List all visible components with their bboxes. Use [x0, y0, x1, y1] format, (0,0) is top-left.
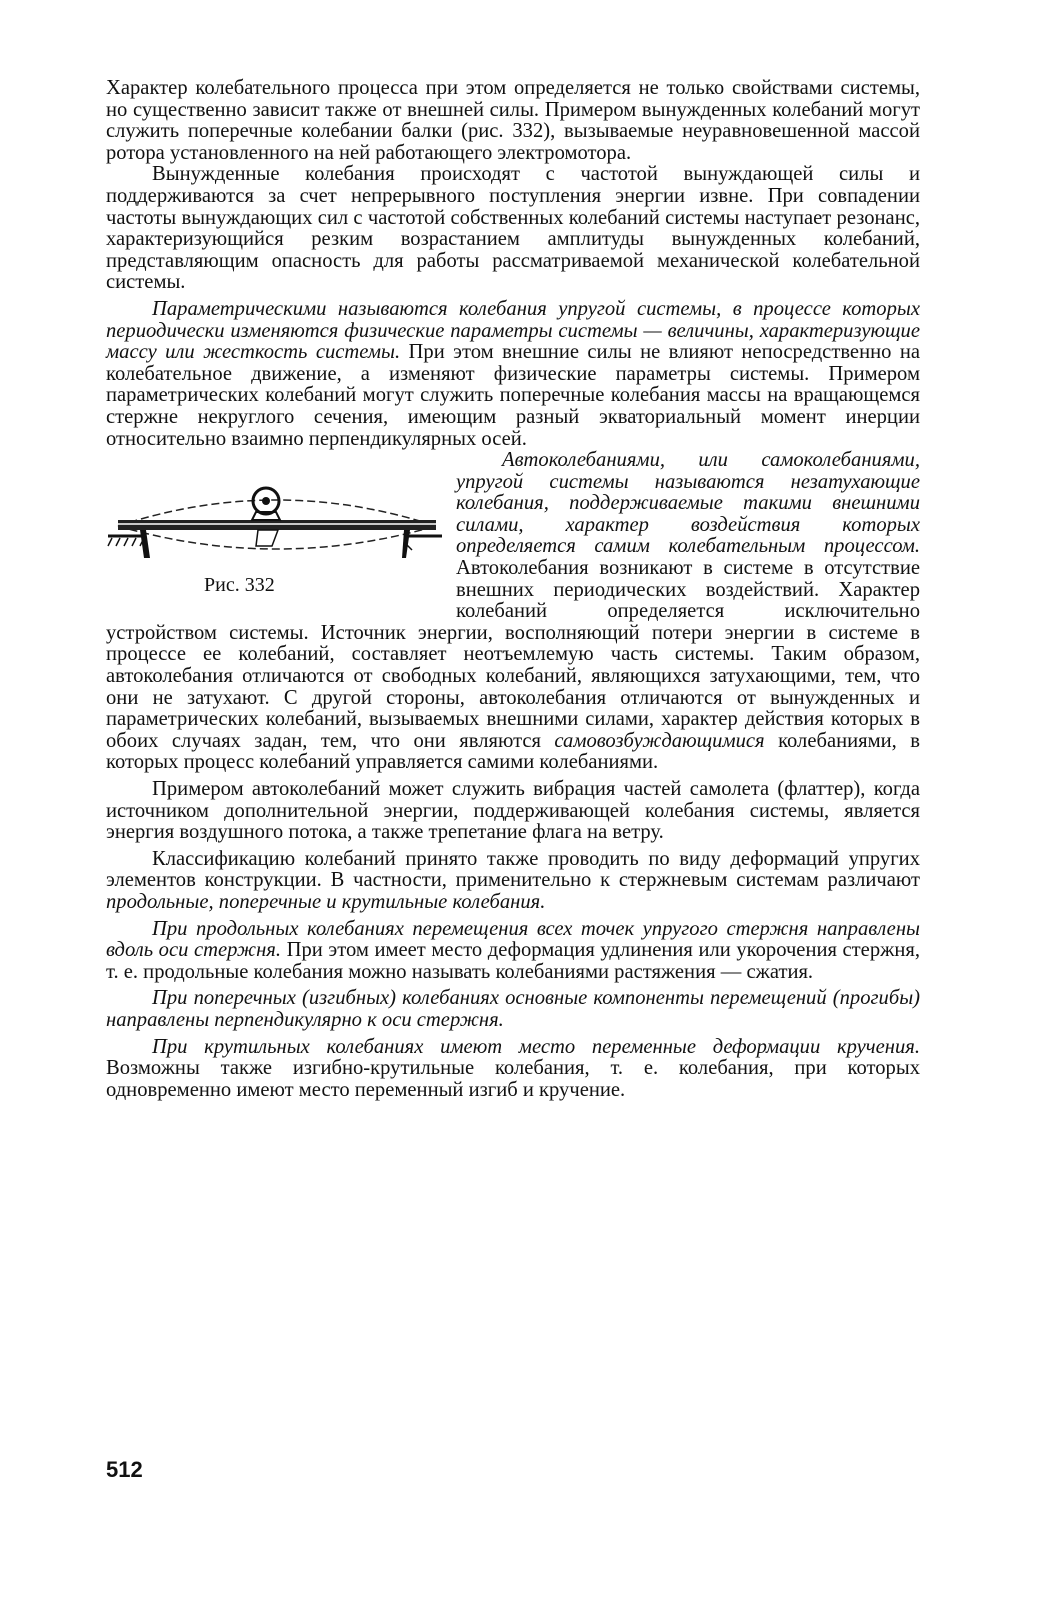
- beam-motor-illustration: [106, 454, 446, 604]
- paragraph-forced-oscillations: Вынужденные колебания происходят с частотой вынуждающей силы и поддерживаются за счет непрерывного поступления энергии извне. При совпадении частоты вынуждающих сил с частотой собственных колебаний системы наступает резонанс, характеризующийся резким возрастанием амплитуды вынужденных колебаний, представляющим опасность для работы рассматриваемой механической колебательной системы.: [106, 163, 920, 294]
- paragraph-text: колебаниями, в которых процесс колебаний управляется самими колебаниями.: [106, 729, 920, 774]
- page-number: 512: [106, 1457, 143, 1482]
- paragraph-torsional: [106, 1037, 920, 1102]
- term-oscillation-types: продольные, поперечные и крутильные колебания.: [106, 890, 546, 913]
- figure-332: [106, 454, 446, 604]
- paragraph-text: Классификацию колебаний принято также проводить по виду деформаций упругих элементов конструкции. В частности, применительно к стержневым системам различают: [106, 847, 920, 892]
- paragraph-text: При этом внешние силы не влияют непосредственно на колебательное движение, а изменяют физические параметры системы. Примером параметрических колебаний могут служить поперечные колебания массы на вращающемся стержне некруглого сечения, имеющим разный экваториальный момент инерции относительно взаимно перпендикулярных осей.: [106, 341, 920, 450]
- paragraph-text: Возможны также изгибно-крутильные колебания, т. е. колебания, при которых одновременно имеют место переменный изгиб и кручение.: [106, 1057, 920, 1101]
- page-body: [106, 78, 920, 1101]
- paragraph-text: Автоколебания возникают в системе в отсутствие внешних периодических воздействий. Характер колебаний определяется исключительно устройством системы. Источник энергии, восполняющий потери энергии в системе в процессе ее колебаний, составляет неотъемлемую часть системы. Таким образом, автоколебания отличаются от свободных колебаний, являющихся затухающими, тем, что они не затухают. С другой стороны, автоколебания отличаются от вынужденных и параметрических колебаний, вызываемых внешними силами, характер действия которых в обоих случаях задан, тем, что они являются: [106, 557, 920, 752]
- definition-torsional: При крутильных колебаниях имеют место переменные деформации кручения.: [152, 1035, 920, 1058]
- definition-longitudinal: При продольных колебаниях перемещения всех точек упругого стержня направлены вдоль оси стержня.: [106, 917, 920, 962]
- paragraph-text: При этом имеет место деформация удлинения или укорочения стержня, т. е. продольные колебания можно называть колебаниями растяжения — сжатия.: [106, 939, 920, 983]
- paragraph-transverse: [106, 988, 920, 1031]
- paragraph-longitudinal: [106, 919, 920, 984]
- paragraph-forced-oscillation-character: Характер колебательного процесса при этом определяется не только свойствами системы, но существенно зависит также от внешней силы. Примером вынужденных колебаний могут служить поперечные колебании балки (рис. 332), вызываемые неуравновешенной массой ротора установленного на ней работающего электромотора.: [106, 77, 920, 164]
- definition-transverse: При поперечных (изгибных) колебаниях основные компоненты перемещений (прогибы) направлены перпендикулярно к оси стержня.: [106, 987, 920, 1031]
- paragraph-flutter-example: Примером автоколебаний может служить вибрация частей самолета (флаттер), когда источником дополнительной энергии, поддерживающей колебания системы, является энергия воздушного потока, а также трепетание флага на ветру.: [106, 778, 920, 844]
- paragraph-classification: [106, 849, 920, 914]
- definition-parametric: Параметрическими называются колебания упругой системы, в процессе которых периодически изменяются физические параметры системы — величины, характеризующие массу или жесткость системы.: [106, 297, 920, 364]
- paragraph-parametric-oscillations: [106, 299, 920, 450]
- term-self-excited: самовозбуждающимися: [554, 729, 765, 752]
- definition-self-oscillations: Автоколебаниями, или самоколебаниями, упругой системы называются незатухающие колебания, поддерживаемые такими внешними силами, характер воздействия которых определяется самим колебательным процессом.: [456, 449, 920, 558]
- figure-caption: Рис. 332: [204, 574, 275, 597]
